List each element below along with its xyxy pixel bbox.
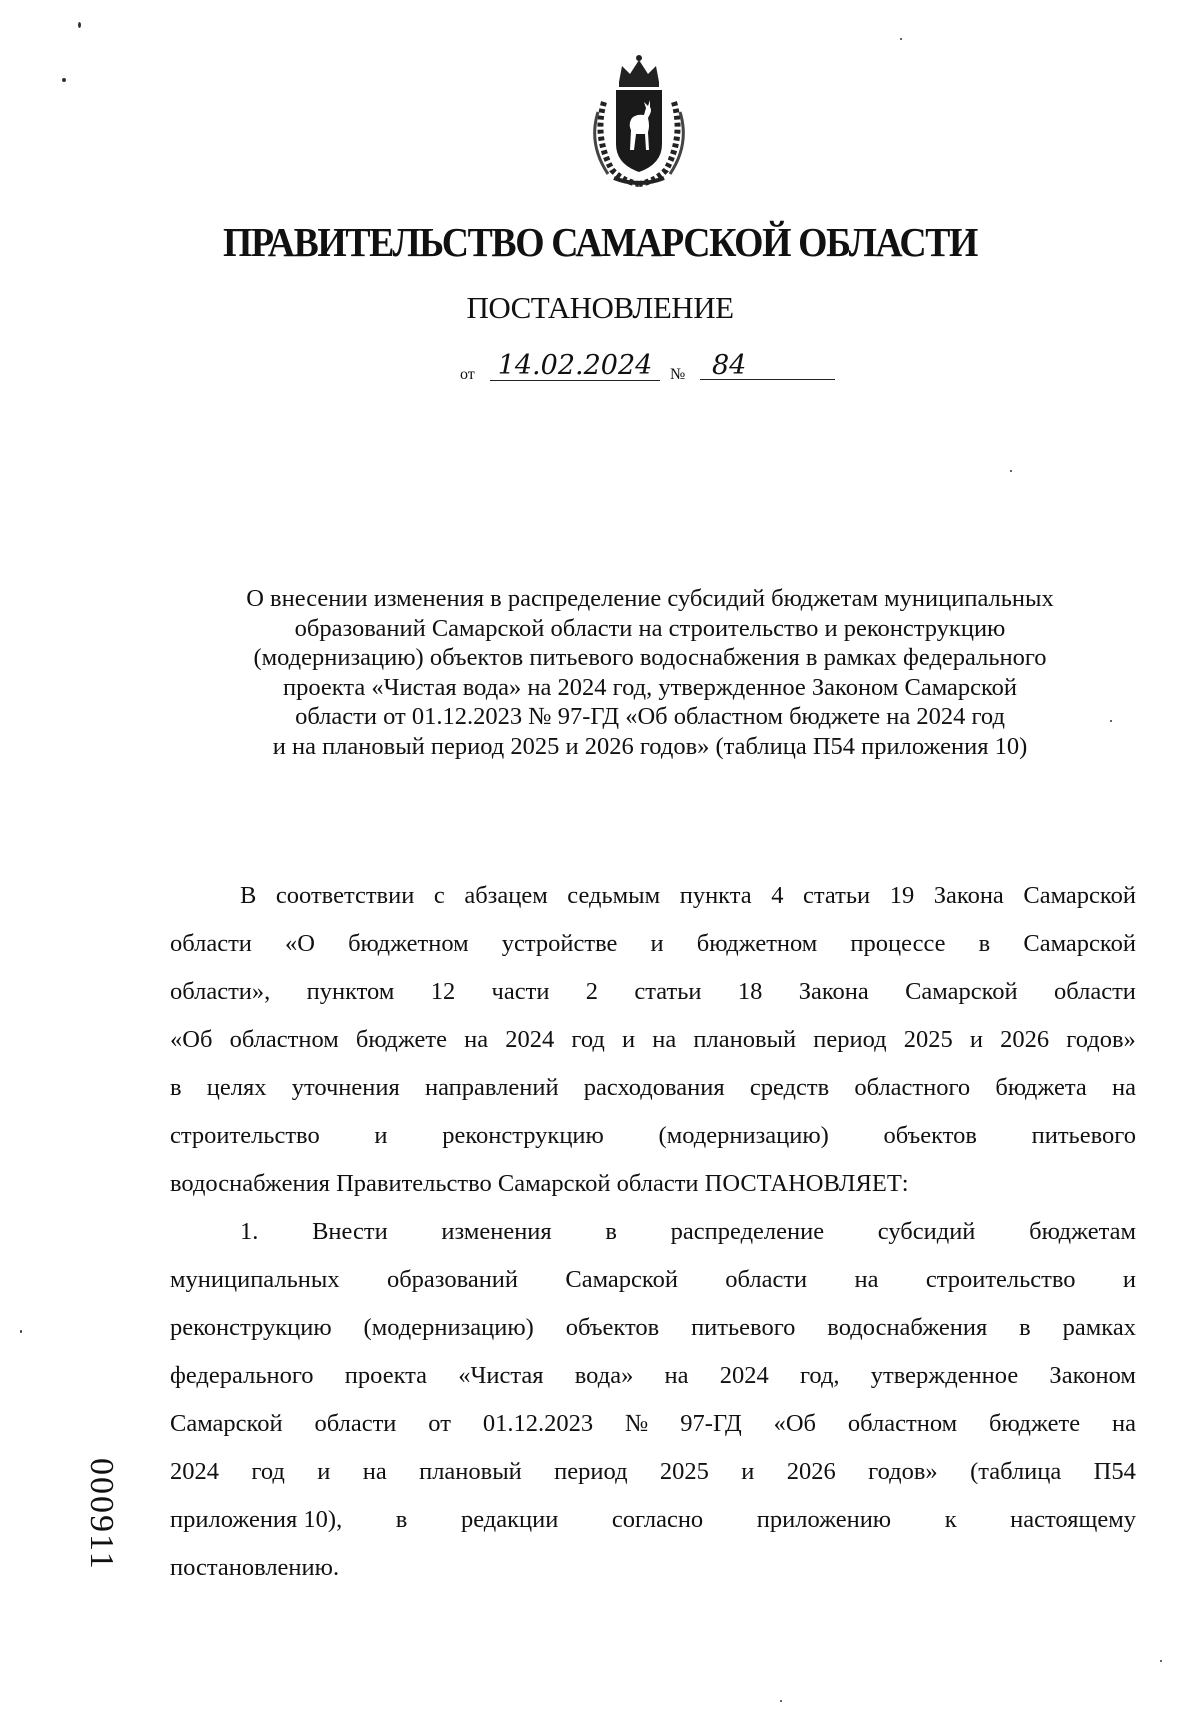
document-body [170, 872, 1136, 1592]
word: на [464, 1026, 489, 1053]
word: рамках [1062, 1314, 1136, 1341]
word: расходования [583, 1074, 725, 1101]
item-line [170, 1352, 1136, 1400]
word: плановый [419, 1458, 522, 1485]
word: Закона [933, 882, 1004, 909]
word: 2025 [903, 1026, 953, 1053]
word: с [433, 882, 445, 909]
word: год [571, 1026, 605, 1053]
document-subject [170, 584, 1130, 761]
word: бюджетном [696, 930, 818, 957]
word: объектов [883, 1122, 977, 1149]
word: «О [285, 930, 315, 957]
samara-coat-of-arms-icon [584, 52, 694, 190]
word: период [554, 1458, 628, 1485]
word: части [491, 978, 550, 1005]
subject-line: (модернизацию) объектов питьевого водоснабжения в рамках федерального [253, 644, 1047, 671]
word: области [314, 1410, 397, 1437]
word: «Чистая [458, 1362, 544, 1389]
word: 01.12.2023 [482, 1410, 594, 1437]
word: 4 [771, 882, 784, 909]
word: бюджета [995, 1074, 1087, 1101]
date-prefix: от [460, 366, 475, 383]
word: Самарской [565, 1266, 678, 1293]
word: в [605, 1218, 617, 1245]
item-line [170, 1208, 1136, 1256]
word: 1. [240, 1218, 259, 1245]
body-line: водоснабжения Правительство Самарской области ПОСТАНОВЛЯЕТ: [170, 1170, 909, 1197]
word: абзацем [464, 882, 548, 909]
word: «Об [773, 1410, 817, 1437]
item-line [170, 1448, 1136, 1496]
word: годов» [868, 1458, 938, 1485]
word: строительство [170, 1122, 320, 1149]
date-number-line [460, 350, 840, 386]
word: федерального [170, 1362, 314, 1389]
item-line [170, 1400, 1136, 1448]
word: целях [206, 1074, 267, 1101]
number-prefix: № [670, 366, 686, 383]
word: областного [854, 1074, 971, 1101]
word: 2024 [719, 1362, 769, 1389]
document-date: 14.02.2024 [490, 350, 660, 381]
word: области [170, 930, 252, 957]
word: плановый [693, 1026, 797, 1053]
word: утвержденное [870, 1362, 1019, 1389]
document-number: 84 [700, 350, 835, 380]
word: седьмым [567, 882, 661, 909]
word: уточнения [291, 1074, 400, 1101]
word: на [664, 1362, 689, 1389]
word: в [395, 1506, 408, 1533]
word: настоящему [1010, 1506, 1136, 1533]
word: от [428, 1410, 451, 1437]
word: Самарской [170, 1410, 283, 1437]
word: В [240, 882, 257, 909]
word: на [1111, 1074, 1136, 1101]
word: Внести [312, 1218, 388, 1245]
word: пункта [679, 882, 752, 909]
subject-line: проекта «Чистая вода» на 2024 год, утвержденное Законом Самарской [282, 673, 1018, 701]
word: и [650, 930, 664, 957]
word: 2024 [505, 1026, 555, 1053]
word: вода» [574, 1362, 634, 1389]
item-line: постановлению. [170, 1554, 340, 1581]
word: в [1019, 1314, 1031, 1341]
word: № [625, 1410, 649, 1437]
word: (таблица [970, 1458, 1062, 1485]
scan-speck [1110, 720, 1112, 722]
word: «Об [170, 1026, 213, 1053]
scan-speck [900, 38, 902, 40]
word: Самарской [905, 978, 1018, 1005]
scan-speck [78, 22, 81, 28]
body-line [170, 1112, 1136, 1160]
scan-speck [62, 78, 66, 82]
word: на [652, 1026, 677, 1053]
word: процессе [850, 930, 946, 957]
item-line [170, 1304, 1136, 1352]
word: проекта [344, 1362, 428, 1389]
word: реконструкцию [442, 1122, 604, 1149]
scan-speck [780, 1700, 782, 1702]
word: период [813, 1026, 887, 1053]
word: и [741, 1458, 755, 1485]
word: и [621, 1026, 636, 1053]
body-line [170, 872, 1136, 920]
word: П54 [1093, 1458, 1136, 1485]
word: и [317, 1458, 331, 1485]
word: (модернизацию) [363, 1314, 534, 1341]
subject-line: О внесении изменения в распределение субсидий бюджетам муниципальных [246, 585, 1054, 612]
word: областном [847, 1410, 958, 1437]
word: Закона [798, 978, 869, 1005]
word: и [1122, 1266, 1136, 1293]
word: питьевого [691, 1314, 796, 1341]
body-line [170, 920, 1136, 968]
word: области [725, 1266, 808, 1293]
word: статьи [803, 882, 871, 909]
word: бюджетам [1029, 1218, 1136, 1245]
word: в [170, 1074, 182, 1101]
word: соответствии [275, 882, 415, 909]
word: на [1111, 1410, 1136, 1437]
margin-registration-number [20, 1458, 120, 1638]
word: к [944, 1506, 957, 1533]
subject-line: и на плановый период 2025 и 2026 годов» (таблица П54 приложения 10) [272, 732, 1028, 760]
item-line [170, 1256, 1136, 1304]
word: годов» [1066, 1026, 1136, 1053]
word: строительство [925, 1266, 1076, 1293]
word: Самарской [1023, 930, 1136, 957]
word: редакции [460, 1506, 559, 1533]
word: Самарской [1023, 882, 1136, 909]
word: 18 [737, 978, 763, 1005]
word: образований [386, 1266, 519, 1293]
word: согласно [611, 1506, 704, 1533]
word: реконструкцию [170, 1314, 332, 1341]
word: муниципальных [170, 1266, 340, 1293]
word: направлений [424, 1074, 559, 1101]
body-line [170, 1064, 1136, 1112]
word: 97-ГД [680, 1410, 742, 1437]
scan-speck [1160, 1660, 1162, 1662]
word: и [969, 1026, 983, 1053]
margin-number-text: 000911 [83, 1458, 120, 1571]
word: 2 [585, 978, 599, 1005]
word: Законом [1049, 1362, 1136, 1389]
word: субсидий [877, 1218, 976, 1245]
government-title: ПРАВИТЕЛЬСТВО САМАРСКОЙ ОБЛАСТИ [222, 219, 978, 265]
word: (модернизацию) [658, 1122, 829, 1149]
word: год, [799, 1362, 840, 1389]
word: питьевого [1031, 1122, 1136, 1149]
item-line [170, 1496, 1136, 1544]
document-type: ПОСТАНОВЛЕНИЕ [466, 290, 734, 325]
word: области», [170, 978, 271, 1005]
word: статьи [634, 978, 702, 1005]
word: приложения 10), [170, 1506, 343, 1533]
word: год [251, 1458, 285, 1485]
word: 2024 [170, 1458, 219, 1485]
word: на [854, 1266, 879, 1293]
word: 2026 [786, 1458, 836, 1485]
word: бюджете [355, 1026, 447, 1053]
body-line [170, 968, 1136, 1016]
word: бюджетном [348, 930, 469, 957]
word: 12 [430, 978, 456, 1005]
word: устройстве [501, 930, 618, 957]
word: средств [749, 1074, 830, 1101]
word: на [362, 1458, 387, 1485]
word: пунктом [306, 978, 395, 1005]
word: 19 [889, 882, 915, 909]
subject-line: области от 01.12.2023 № 97-ГД «Об областном бюджете на 2024 год [295, 703, 1005, 730]
word: и [374, 1122, 388, 1149]
word: 2026 [1000, 1026, 1050, 1053]
word: областном [229, 1026, 339, 1053]
word: объектов [565, 1314, 660, 1341]
word: изменения [441, 1218, 552, 1245]
body-line [170, 1016, 1136, 1064]
word: в [978, 930, 991, 957]
scan-speck [20, 1330, 22, 1333]
word: области [1054, 978, 1136, 1005]
word: распределение [670, 1218, 825, 1245]
word: бюджете [989, 1410, 1081, 1437]
scan-speck [1010, 470, 1012, 472]
word: 2025 [659, 1458, 709, 1485]
word: приложению [756, 1506, 892, 1533]
subject-line: образований Самарской области на строительство и реконструкцию [294, 614, 1006, 642]
word: водоснабжения [827, 1314, 988, 1341]
